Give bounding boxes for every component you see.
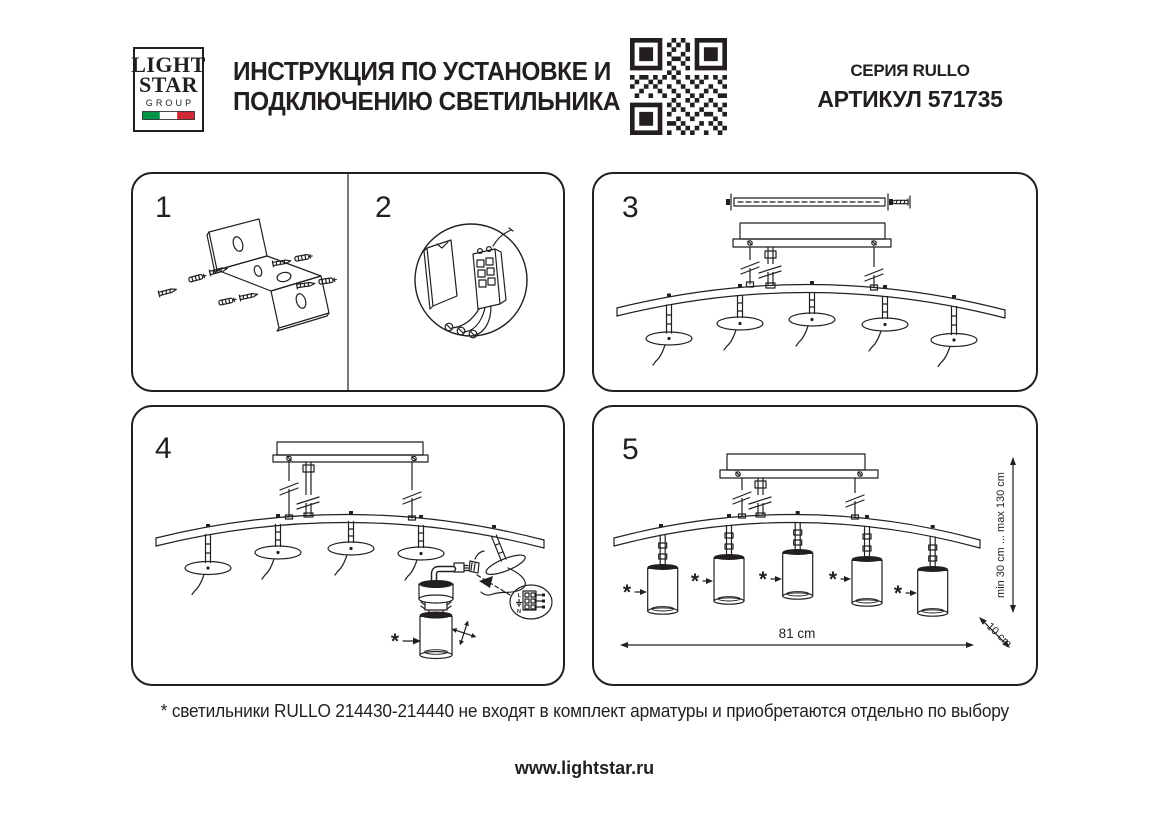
svg-text:min 30 cm ... max 130 cm: min 30 cm ... max 130 cm bbox=[995, 472, 1007, 598]
panel-step-4 bbox=[131, 405, 565, 686]
step-number-3: 3 bbox=[622, 191, 639, 224]
dowel-icon bbox=[219, 297, 237, 305]
terminal-detail bbox=[510, 585, 552, 619]
height-dimension bbox=[995, 457, 1016, 613]
page-title bbox=[233, 56, 620, 116]
assembled-fixture-drawing bbox=[614, 454, 1016, 650]
italian-flag-icon bbox=[142, 111, 195, 120]
svg-text:10 cm: 10 cm bbox=[983, 620, 1014, 650]
terminal-label-neutral: N bbox=[517, 609, 521, 615]
article-number: АРТИКУЛ 571735 bbox=[817, 86, 1003, 112]
title-line-2: ПОДКЛЮЧЕНИЮ СВЕТИЛЬНИКА bbox=[233, 86, 621, 116]
series-label: СЕРИЯ RULLO bbox=[850, 61, 970, 80]
wiring-detail-drawing bbox=[415, 224, 527, 338]
logo-word-star: STAR bbox=[138, 72, 199, 97]
terminal-label-live: L bbox=[517, 593, 521, 599]
panel-steps-1-2 bbox=[131, 172, 565, 392]
svg-text:*: * bbox=[690, 570, 700, 593]
footnote: * светильники RULLO 214430-214440 не входят в комплект арматуры и приобретаются отдельно по выбору bbox=[160, 701, 1009, 721]
panel-step-3 bbox=[592, 172, 1038, 392]
depth-dimension bbox=[979, 617, 1014, 650]
dowel-icon bbox=[295, 254, 313, 262]
logo-word-group: GROUP bbox=[145, 98, 195, 108]
screw-icon bbox=[297, 281, 316, 289]
lamp-holder-stems bbox=[646, 293, 977, 367]
lamp-attachment-drawing bbox=[156, 442, 552, 659]
website-url: www.lightstar.ru bbox=[514, 758, 655, 778]
svg-text:*: * bbox=[622, 581, 632, 604]
tilted-holder-disc bbox=[475, 528, 528, 578]
svg-text:*: * bbox=[828, 568, 838, 591]
step-number-1: 1 bbox=[155, 191, 172, 224]
svg-text:*: * bbox=[758, 568, 768, 591]
product-info bbox=[780, 61, 1040, 113]
dowel-icon bbox=[188, 273, 206, 282]
svg-text:81 cm: 81 cm bbox=[778, 626, 816, 641]
qr-code-icon bbox=[630, 38, 727, 135]
step-number-5: 5 bbox=[622, 433, 639, 466]
step-number-2: 2 bbox=[375, 191, 392, 224]
lightstar-logo bbox=[133, 47, 204, 132]
asterisk-marker: * bbox=[390, 630, 400, 653]
width-dimension bbox=[620, 626, 974, 648]
panel-step-5 bbox=[592, 405, 1038, 686]
screw-icon bbox=[158, 286, 177, 296]
ceiling-mount-drawing bbox=[617, 194, 1005, 367]
title-line-1: ИНСТРУКЦИЯ ПО УСТАНОВКЕ И bbox=[233, 56, 611, 86]
mounting-bracket-drawing bbox=[158, 219, 336, 331]
screw-icon bbox=[239, 291, 258, 301]
logo-word-light: LIGHT bbox=[131, 52, 206, 77]
step-number-4: 4 bbox=[155, 432, 172, 465]
svg-text:*: * bbox=[893, 582, 903, 605]
